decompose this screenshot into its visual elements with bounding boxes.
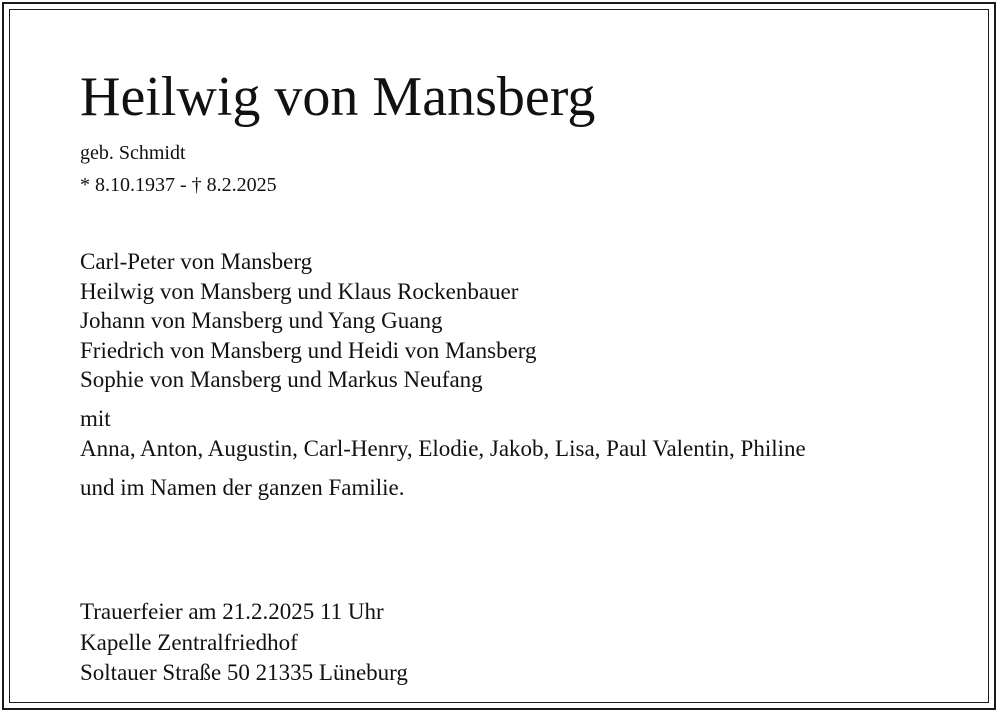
life-dates: * 8.10.1937 - † 8.2.2025 [80, 174, 277, 196]
family-line: und im Namen der ganzen Familie. [80, 475, 405, 500]
mourner-line: Carl-Peter von Mansberg [80, 249, 313, 274]
with-label: mit [80, 406, 111, 431]
grandchildren-line: Anna, Anton, Augustin, Carl-Henry, Elodie, Jakob, Lisa, Paul Valentin, Philine [80, 436, 806, 461]
funeral-info [80, 597, 408, 689]
mourner-line: Friedrich von Mansberg und Heidi von Mansberg [80, 337, 537, 363]
mourner-line: Sophie von Mansberg und Markus Neufang [80, 367, 483, 392]
mourner-line: Johann von Mansberg und Yang Guang [80, 308, 443, 333]
funeral-date: Trauerfeier am 21.2.2025 11 Uhr [80, 599, 384, 624]
maiden-name: geb. Schmidt [80, 142, 186, 164]
mourner-line: Heilwig von Mansberg und Klaus Rockenbauer [80, 278, 519, 304]
deceased-name: Heilwig von Mansberg [80, 66, 596, 128]
funeral-venue: Kapelle Zentralfriedhof [80, 629, 298, 655]
mourners-list [80, 247, 537, 395]
funeral-address: Soltauer Straße 50 21335 Lüneburg [80, 660, 408, 685]
